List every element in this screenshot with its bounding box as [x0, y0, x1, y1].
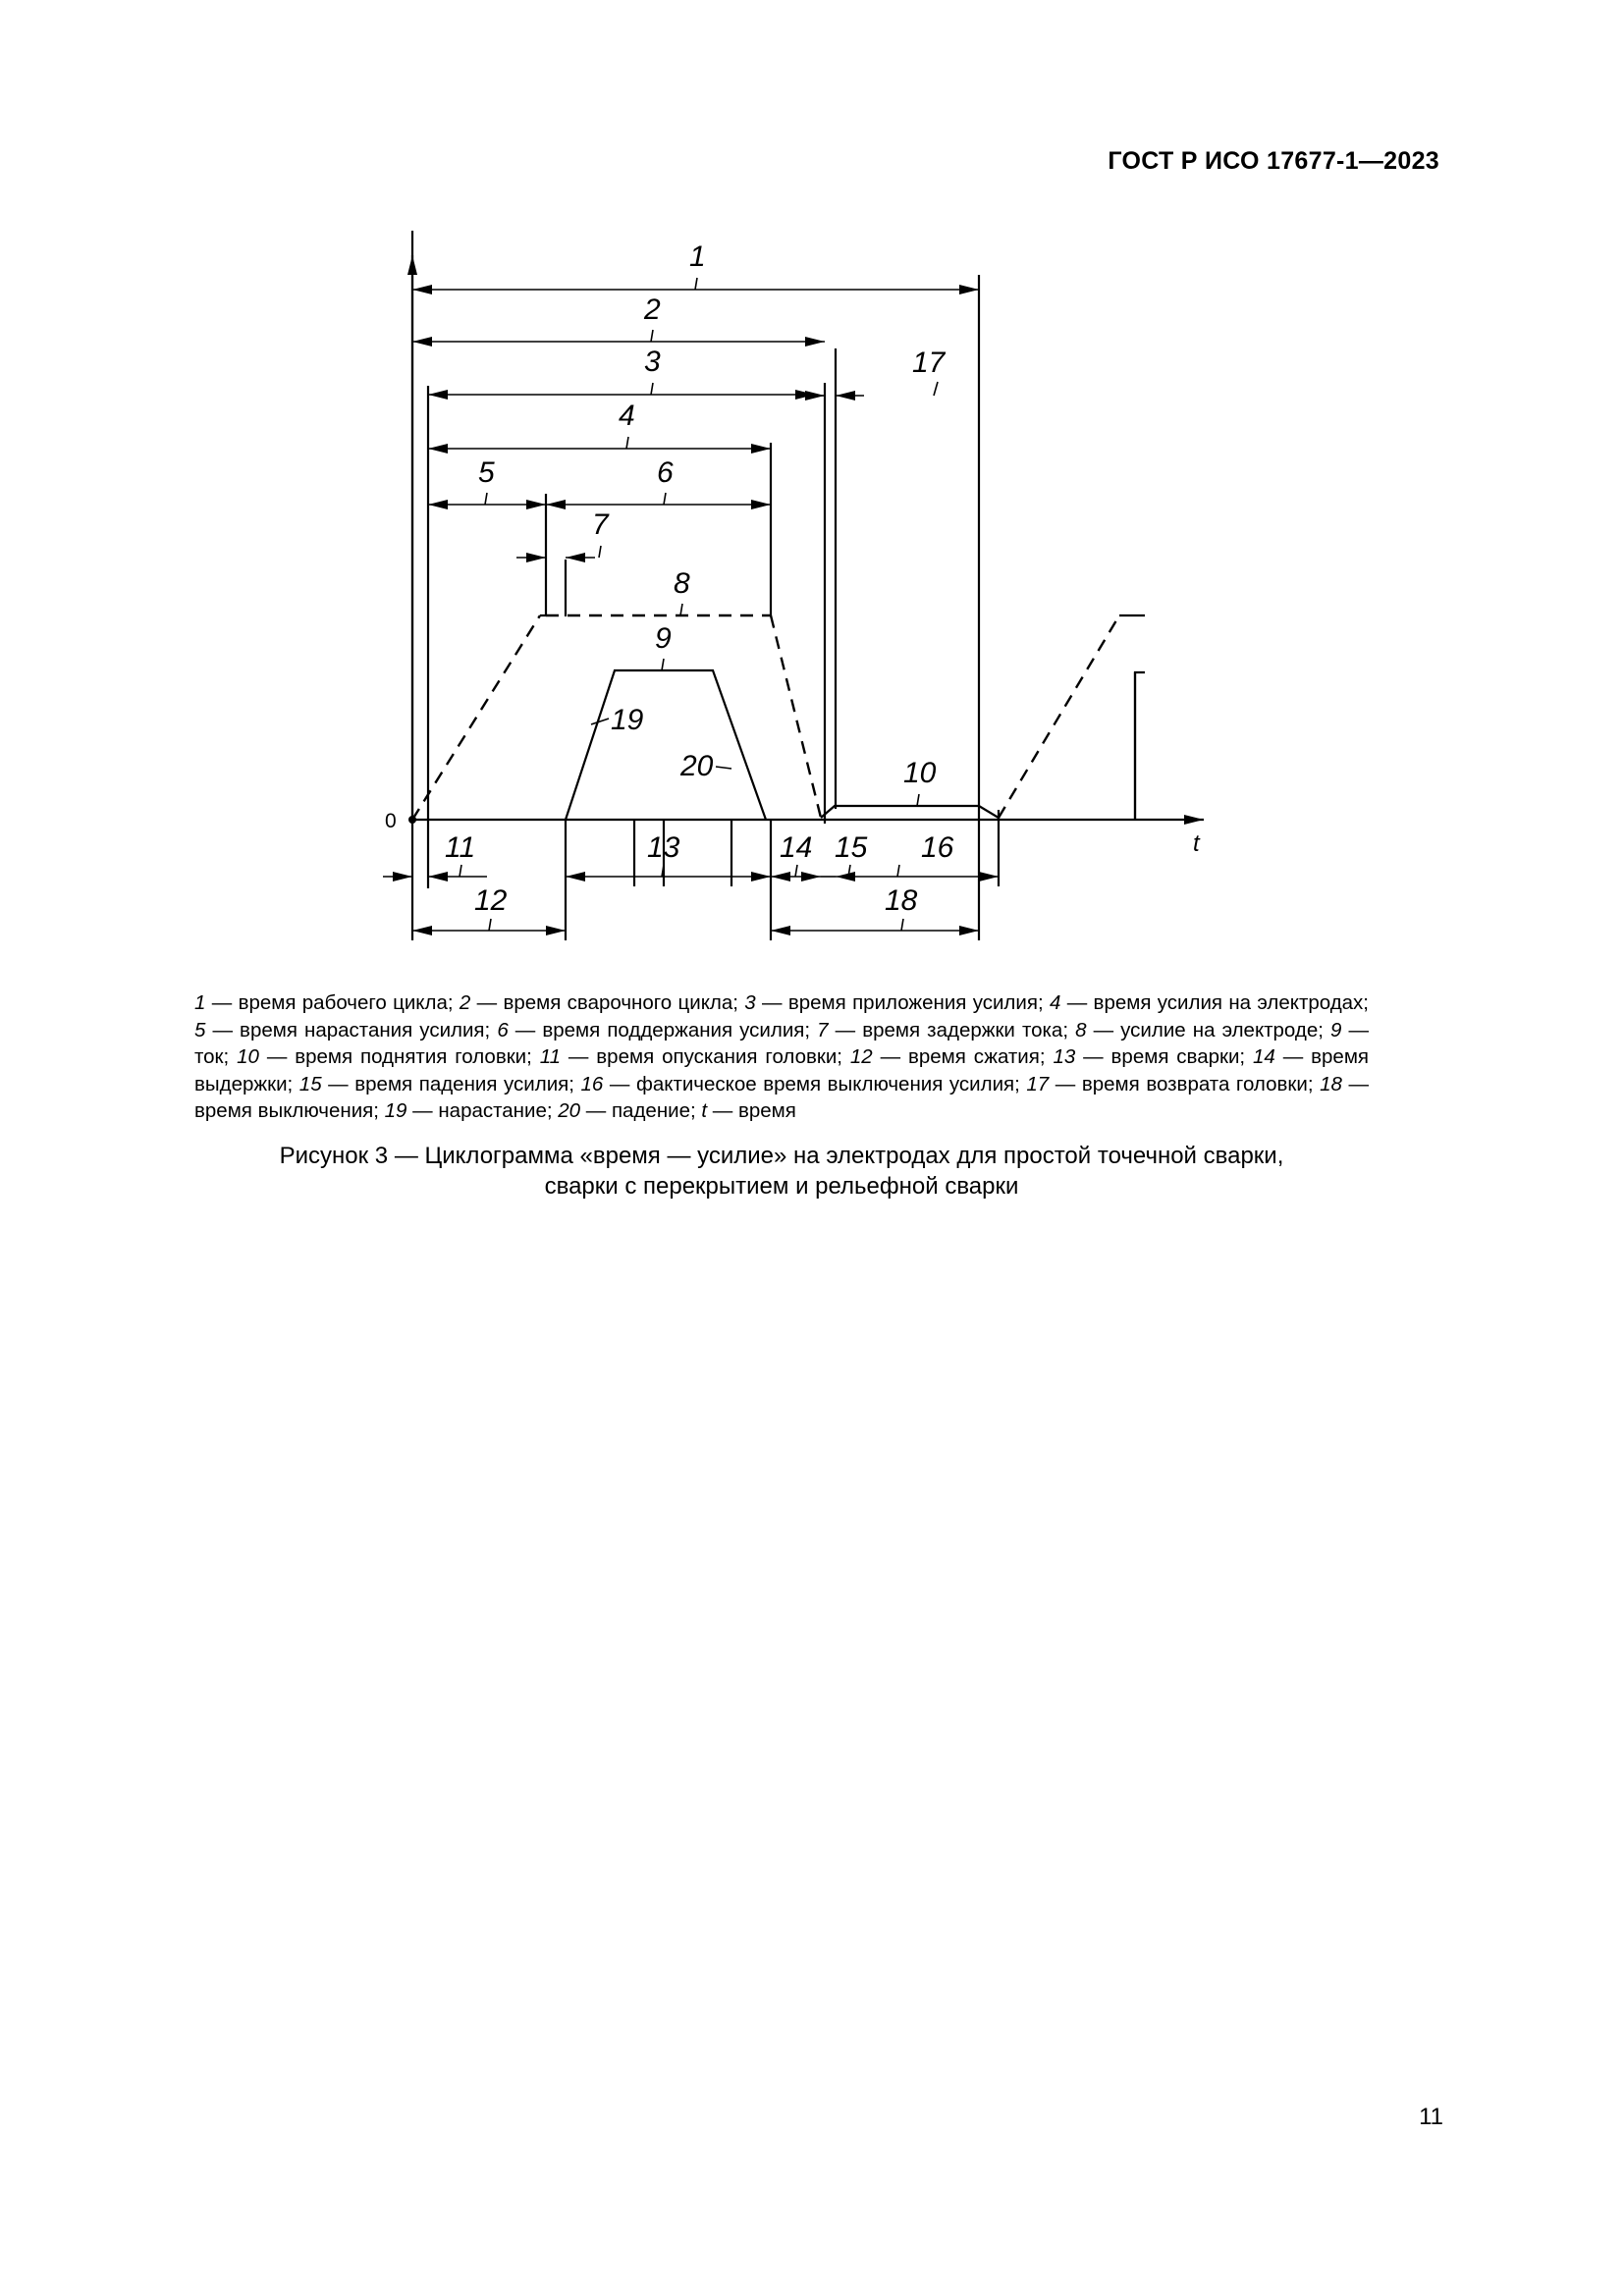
callout-8: 8 [674, 567, 690, 600]
legend-number: t [701, 1099, 708, 1122]
figure-legend [194, 989, 1369, 1125]
cyclogram-svg [373, 231, 1237, 957]
legend-number: 3 [744, 991, 756, 1014]
legend-text: — время падения усилия; [321, 1072, 581, 1095]
legend-text: — падение; [580, 1099, 702, 1122]
document-header: ГОСТ Р ИСО 17677-1—2023 [1108, 147, 1439, 175]
force-curve [412, 615, 1145, 820]
legend-number: 1 [194, 991, 206, 1014]
legend-number: 5 [194, 1018, 206, 1041]
legend-number: 18 [1320, 1072, 1342, 1095]
legend-number: 9 [1330, 1018, 1342, 1041]
legend-text: — время опускания головки; [561, 1045, 850, 1068]
cyclogram-figure [373, 231, 1237, 957]
axis-label-t: t [1193, 830, 1200, 857]
legend-text: — время выдержки; [194, 1045, 1370, 1095]
callout-14: 14 [780, 831, 813, 864]
legend-number: 4 [1049, 991, 1061, 1014]
callout-18: 18 [885, 884, 918, 917]
legend-text: — время задержки тока; [828, 1018, 1076, 1041]
legend-number: 19 [384, 1099, 407, 1122]
legend-number: 14 [1253, 1045, 1275, 1068]
legend-number: 6 [497, 1018, 509, 1041]
callout-16: 16 [921, 831, 954, 864]
legend-number: 20 [558, 1099, 581, 1122]
legend-text: — время рабочего цикла; [205, 991, 460, 1014]
current-pulse [566, 670, 766, 820]
legend-number: 15 [298, 1072, 322, 1095]
legend-text: — фактическое время выключения усилия; [603, 1072, 1027, 1095]
legend-text: — время поддержания усилия; [508, 1018, 818, 1041]
callout-10: 10 [903, 757, 937, 789]
legend-text: — время возврата головки; [1049, 1072, 1321, 1095]
legend-text: — время приложения усилия; [755, 991, 1050, 1014]
origin-label: 0 [385, 810, 397, 832]
callout-3: 3 [644, 346, 661, 378]
legend-text: — время усилия на электродах; [1060, 991, 1370, 1014]
callout-2: 2 [644, 294, 661, 326]
callout-5: 5 [478, 456, 495, 489]
legend-text: — время выключения; [194, 1072, 1369, 1122]
callout-4: 4 [619, 400, 635, 432]
extension-lines [412, 275, 1135, 940]
callout-9: 9 [655, 622, 672, 655]
legend-number: 13 [1053, 1045, 1076, 1068]
legend-number: 12 [849, 1045, 873, 1068]
legend-text: — время сжатия; [872, 1045, 1054, 1068]
legend-number: 7 [817, 1018, 829, 1041]
legend-text: — время сварочного цикла; [470, 991, 745, 1014]
callout-7: 7 [592, 508, 609, 541]
caption-line-2: сварки с перекрытием и рельефной сварки [544, 1173, 1019, 1200]
figure-caption [194, 1141, 1369, 1201]
legend-number: 17 [1026, 1072, 1050, 1095]
legend-text: — время поднятия головки; [258, 1045, 540, 1068]
callout-1: 1 [689, 240, 706, 273]
legend-number: 8 [1075, 1018, 1087, 1041]
head-raise-line [821, 806, 999, 818]
legend-text: — усилие на электроде; [1086, 1018, 1331, 1041]
callout-19: 19 [611, 704, 644, 736]
legend-number: 2 [459, 991, 471, 1014]
legend-number: 16 [580, 1072, 604, 1095]
legend-text: — время [707, 1099, 796, 1122]
caption-line-1: Рисунок 3 — Циклограмма «время — усилие» на электродах для простой точечной сварки, [279, 1143, 1284, 1169]
callout-13: 13 [647, 831, 680, 864]
callout-15: 15 [835, 831, 868, 864]
legend-text: — время нарастания усилия; [205, 1018, 498, 1041]
callout-20: 20 [680, 750, 714, 782]
page-number: 11 [1419, 2104, 1443, 2130]
legend-number: 11 [539, 1045, 562, 1068]
legend-text: — нарастание; [406, 1099, 559, 1122]
legend-number: 10 [237, 1045, 259, 1068]
callout-6: 6 [657, 456, 674, 489]
legend-text: — время сварки; [1075, 1045, 1254, 1068]
callout-12: 12 [474, 884, 508, 917]
legend-text: — ток; [194, 1018, 1369, 1068]
callout-17: 17 [912, 347, 946, 379]
current-pulse-next [1135, 672, 1145, 820]
callout-11: 11 [445, 831, 476, 864]
